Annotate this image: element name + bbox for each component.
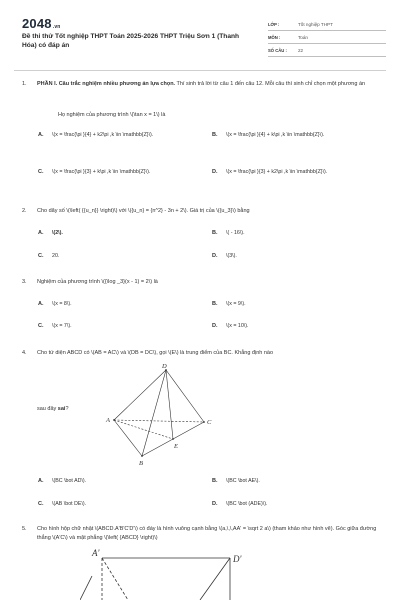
segment-ae-hidden	[114, 420, 173, 439]
meta-count-label: SỐ CÂU :	[268, 47, 287, 53]
option-label: B.	[212, 301, 218, 307]
option-text: \(x = \frac{\pi }{3} + k\pi ,k \in \mathbb{Z}\).	[52, 169, 151, 175]
section-heading: PHẦN I. Câu trắc nghiệm nhiều phương án lựa chọn.	[37, 81, 176, 87]
question-text: Cho dãy số \(\left( {{u_n}} \right)\) với \({u_n} = {n^2} - 3n + 2\). Giá trị của \({u_3}\) bằng	[37, 208, 250, 214]
meta-class-label: LỚP :	[268, 21, 280, 27]
option-text: \(x = \frac{\pi }{4} + k\pi ,k \in \mathbb{Z}\).	[226, 132, 325, 138]
question-text	[37, 80, 380, 89]
meta-class-value: Tốt nghiệp THPT	[298, 21, 333, 27]
meta-subject-label: MÔN :	[268, 34, 281, 40]
option-text: \(BC \bot (ADE)\).	[226, 501, 268, 507]
option-label: D.	[212, 323, 218, 329]
question-number: 1.	[22, 81, 27, 87]
question-text: Cho tứ diện ABCD có \(AB = AC\) và \(DB = DC\), gọi \(E\) là trung điểm của BC. Khẳng định nào	[37, 350, 274, 356]
vertex-label-b: B	[139, 460, 143, 467]
option-text: \(x = 8\).	[52, 301, 72, 307]
edge-da	[114, 370, 166, 420]
option-label: C.	[38, 169, 44, 175]
edge-ac-hidden	[114, 420, 204, 422]
box-figure	[80, 546, 260, 600]
option-text: 20.	[52, 253, 60, 259]
site-logo[interactable]: 2048.vn	[22, 16, 61, 31]
vertex-label-d: D	[162, 363, 167, 370]
edge-ab	[114, 420, 142, 456]
question-number: 4.	[22, 350, 27, 356]
option-text: \(3\).	[226, 253, 237, 259]
edge-right	[200, 558, 230, 600]
option-text: \(BC \bot AD\).	[52, 478, 87, 484]
question-text: sau đây sai?	[37, 406, 69, 412]
option-label: C.	[38, 323, 44, 329]
option-label: C.	[38, 253, 44, 259]
vertex-label-c: C	[207, 419, 212, 426]
question-number: 2.	[22, 208, 27, 214]
option-text: \( - 16\).	[226, 230, 245, 236]
option-label: D.	[212, 501, 218, 507]
option-text: \(x = 7\).	[52, 323, 72, 329]
meta-class-row	[268, 18, 386, 31]
meta-count-value: 22	[298, 47, 304, 53]
exam-meta	[268, 18, 386, 57]
option-text: \(x = \frac{\pi }{3} + k2\pi ,k \in \mathbb{Z}\).	[226, 169, 328, 175]
option-label: D.	[212, 253, 218, 259]
question-1-stem: Họ nghiệm của phương trình \(\tan x = 1\) là	[58, 112, 166, 118]
option-text: \(AB \bot DE\).	[52, 501, 87, 507]
option-label: D.	[212, 169, 218, 175]
vertex-label-a1: A'	[92, 548, 100, 558]
meta-subject-row	[268, 31, 386, 44]
question-text: Nghiệm của phương trình \({\log _3}(x - 1) = 2\) là	[37, 279, 158, 285]
question-number: 5.	[22, 526, 27, 532]
meta-subject-value: Toán	[298, 34, 308, 40]
emphasis-word: sai	[57, 406, 66, 412]
option-text: \(x = \frac{\pi }{4} + k2\pi ,k \in \mathbb{Z}\).	[52, 132, 154, 138]
edge-dc	[166, 370, 204, 422]
option-label: B.	[212, 132, 218, 138]
question-number: 3.	[22, 279, 27, 285]
option-text: \(BC \bot AE\).	[226, 478, 260, 484]
option-text: \(x = 9\).	[226, 301, 246, 307]
option-label: B.	[212, 230, 218, 236]
option-label: A.	[38, 230, 44, 236]
edge-left	[80, 576, 92, 600]
logo-tld: .vn	[52, 24, 61, 30]
document-title: Đề thi thử Tốt nghiệp THPT Toán 2025-2026 THPT Triệu Sơn 1 (Thanh Hóa) có đáp án	[22, 33, 240, 49]
meta-count-row	[268, 44, 386, 57]
option-text: \(x = 10\).	[226, 323, 249, 329]
diagonal-hidden	[102, 558, 128, 600]
question-text: Cho hình hộp chữ nhật \(ABCD.A'B'C'D'\) có đáy là hình vuông cạnh bằng \(a,\,\,AA' = \sqrt 2 a\) (tham khảo như hình vẽ). Góc giữa đường thẳng \(A'C\) và mặt phẳng \(\left( {ABCD} \right)\)	[37, 526, 377, 541]
section-instructions: Thí sinh trả lời từ câu 1 đến câu 12. Mỗi câu thí sinh chỉ chọn một phương án	[175, 81, 366, 87]
vertex-label-a: A	[106, 417, 110, 424]
option-label: A.	[38, 132, 44, 138]
segment-de	[166, 370, 173, 439]
point-label-e: E	[174, 443, 178, 450]
vertex-label-d1: D'	[233, 554, 242, 564]
option-label: B.	[212, 478, 218, 484]
tetrahedron-figure	[90, 360, 225, 470]
option-text: \(2\).	[52, 230, 63, 236]
option-label: A.	[38, 301, 44, 307]
edge-db	[142, 370, 166, 456]
option-label: A.	[38, 478, 44, 484]
option-label: C.	[38, 501, 44, 507]
page-header	[14, 14, 386, 60]
header-divider	[14, 70, 386, 71]
